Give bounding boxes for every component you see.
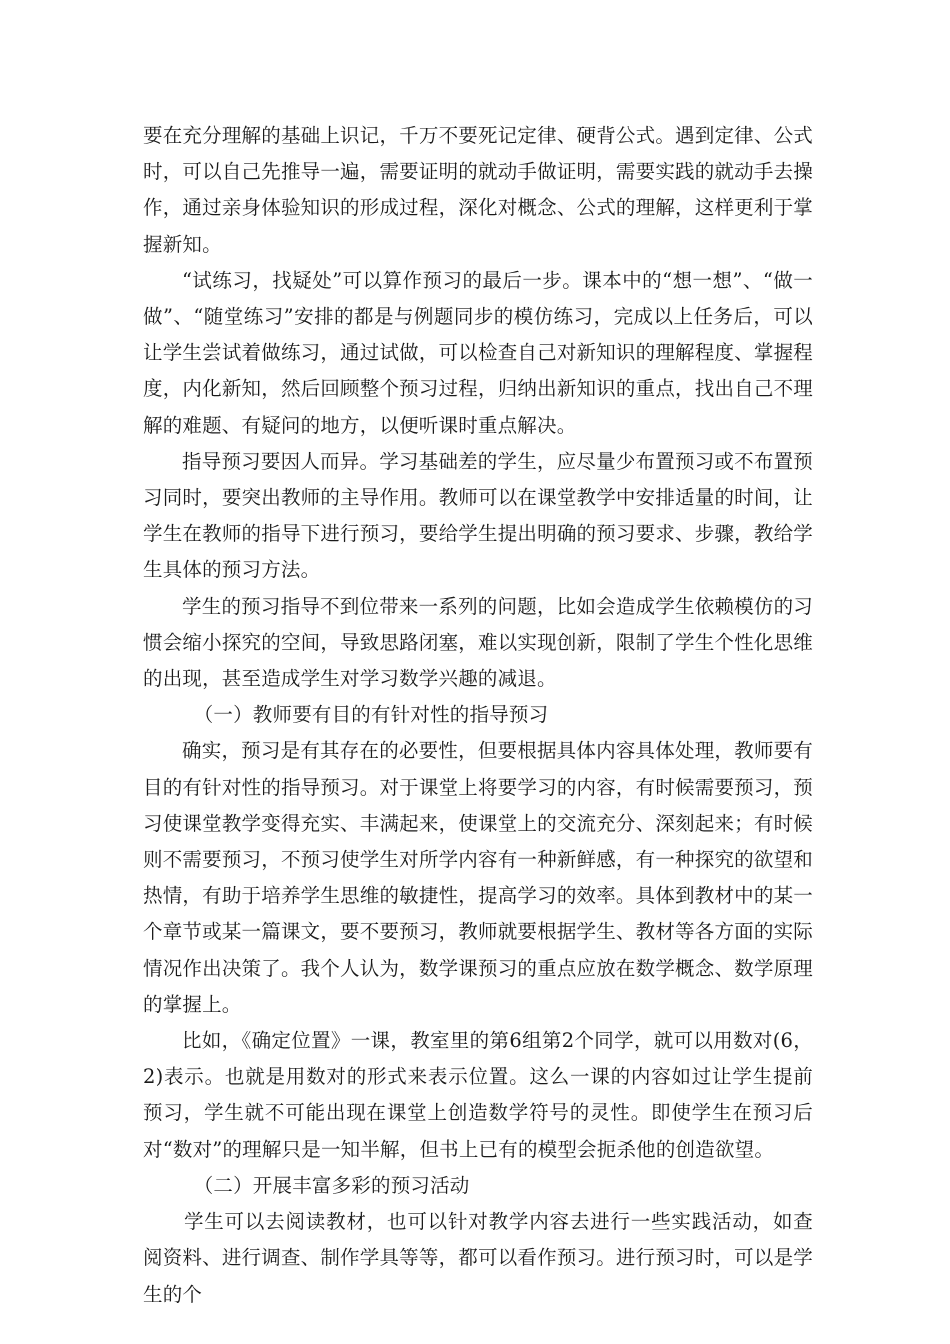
section-heading-2: （二）开展丰富多彩的预习活动 xyxy=(193,1173,470,1197)
paragraph-5: 确实，预习是有其存在的必要性，但要根据具体内容具体处理，教师要有目的有针对性的指导预习。对于课堂上将要学习的内容，有时候需要预习，预习使课堂教学变得充实、丰满起来，使课堂上的交流充分、深刻起来；有时候则不需要预习，不预习使学生对所学内容有一种新鲜感，有一种探究的欲望和热情，有助于培养学生思维的敏捷性，提高学习的效率。具体到教材中的某一个章节或某一篇课文，要不要预习，教师就要根据学生、教材等各方面的实际情况作出决策了。我个人认为，数学课预习的重点应放在数学概念、数学原理的掌握上。 xyxy=(143,739,813,1016)
paragraph-4: 学生的预习指导不到位带来一系列的问题，比如会造成学生依赖模仿的习惯会缩小探究的空间，导致思路闭塞，难以实现创新，限制了学生个性化思维的出现，甚至造成学生对学习数学兴趣的减退。 xyxy=(143,594,813,691)
document-body xyxy=(143,118,813,1313)
section-heading-1: （一）教师要有目的有针对性的指导预习 xyxy=(193,703,549,727)
paragraph-2: “试练习，找疑处”可以算作预习的最后一步。课本中的“想一想”、“做一做”、“随堂练习”安排的都是与例题同步的模仿练习，完成以上任务后，可以让学生尝试着做练习，通过试做，可以检查自己对新知识的理解程度、掌握程度，内化新知，然后回顾整个预习过程，归纳出新知识的重点，找出自己不理解的难题、有疑问的地方，以便听课时重点解决。 xyxy=(143,268,813,437)
paragraph-1: 要在充分理解的基础上识记，千万不要死记定律、硬背公式。遇到定律、公式时，可以自己先推导一遍，需要证明的就动手做证明，需要实践的就动手去操作，通过亲身体验知识的形成过程，深化对概念、公式的理解，这样更利于掌握新知。 xyxy=(143,124,813,256)
paragraph-3: 指导预习要因人而异。学习基础差的学生，应尽量少布置预习或不布置预习同时，要突出教师的主导作用。教师可以在课堂教学中安排适量的时间，让学生在教师的指导下进行预习，要给学生提出明确的预习要求、步骤，教给学生具体的预习方法。 xyxy=(143,449,813,582)
paragraph-7: 学生可以去阅读教材，也可以针对教学内容去进行一些实践活动，如查阅资料、进行调查、制作学具等等，都可以看作预习。进行预习时，可以是学生的个 xyxy=(143,1210,813,1306)
paragraph-6: 比如，《确定位置》一课，教室里的第6组第2个同学，就可以用数对(6，2)表示。也就是用数对的形式来表示位置。这么一课的内容如过让学生提前预习，学生就不可能出现在课堂上创造数学符号的灵性。即使学生在预习后对“数对”的理解只是一知半解，但书上已有的模型会扼杀他的创造欲望。 xyxy=(143,1029,813,1161)
